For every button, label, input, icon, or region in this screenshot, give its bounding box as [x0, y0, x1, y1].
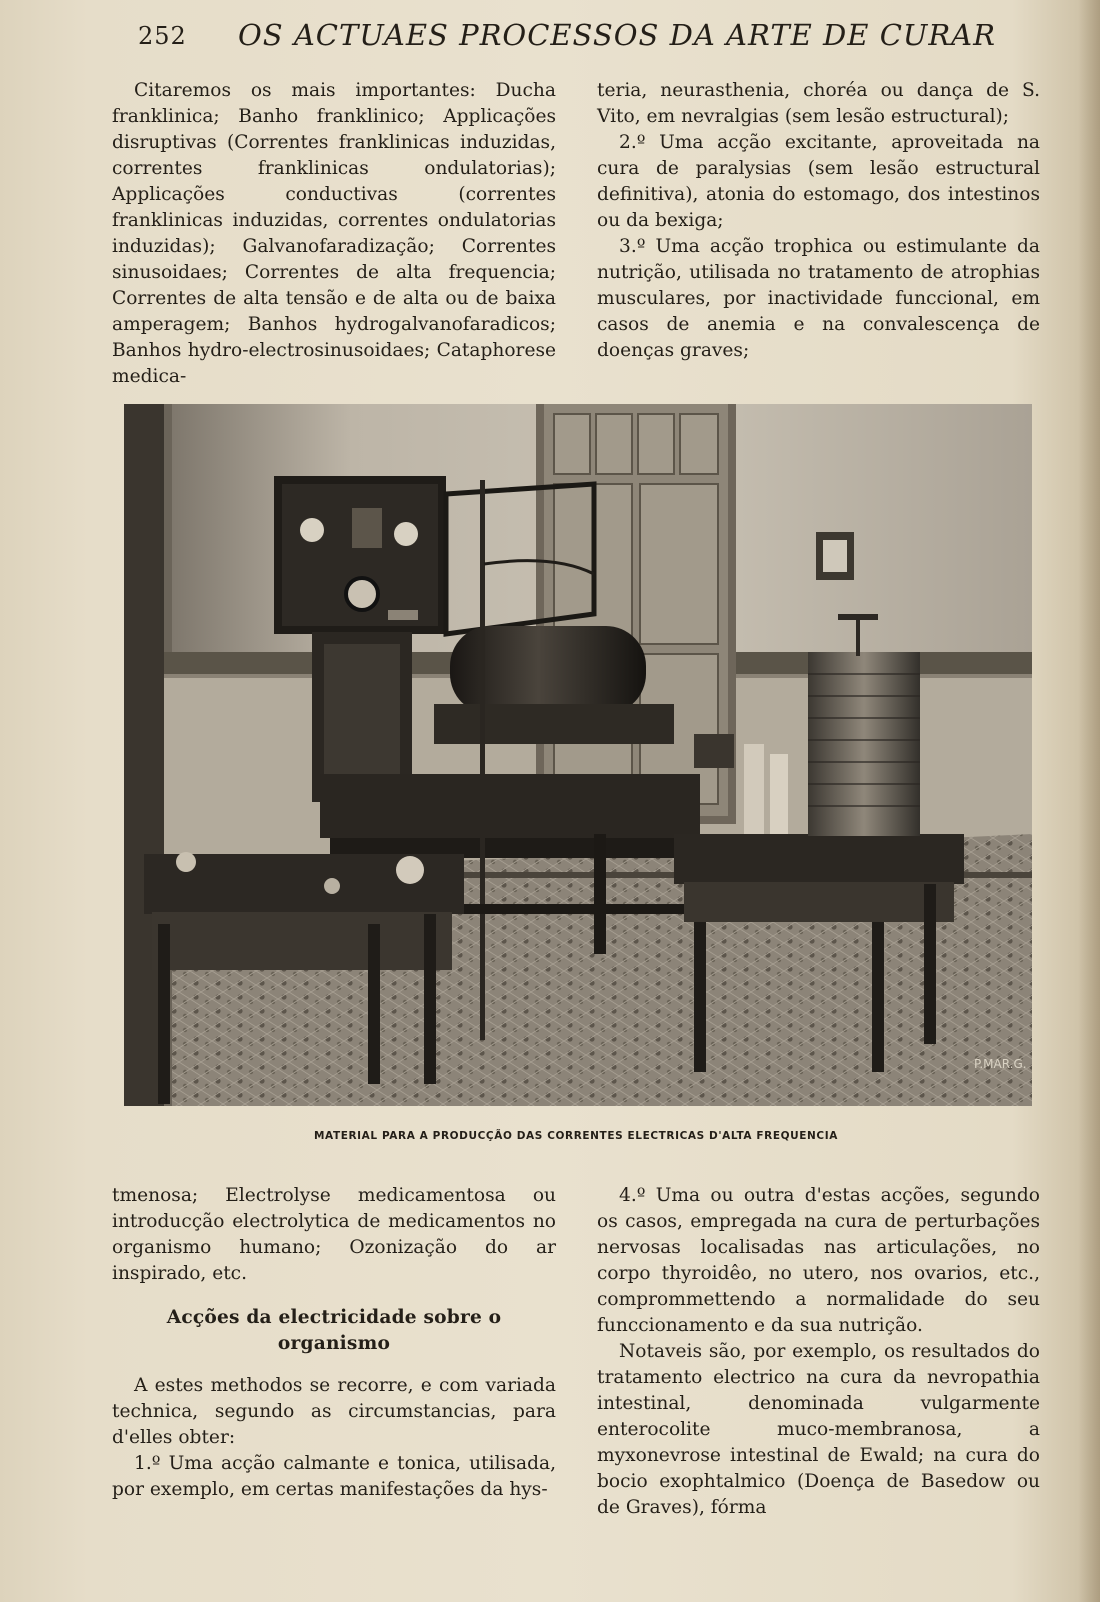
paragraph: 4.º Uma ou outra d'estas acções, segundo os casos, empregada na cura de perturbações nervosas localisadas nas articulações, no corpo thyroidêo, no utero, nos ovarios, etc., comprommettendo a normalidade do seu funccionamento e da sua nutrição.	[597, 1185, 1040, 1336]
running-title: OS ACTUAES PROCESSOS DA ARTE DE CURAR	[238, 18, 996, 52]
column-bottom-left	[112, 1183, 556, 1503]
paragraph: tmenosa; Electrolyse medicamentosa ou introducção electrolytica de medicamentos no organismo humano; Ozonização do ar inspirado, etc.	[112, 1185, 556, 1284]
paragraph: Notaveis são, por exemplo, os resultados do tratamento electrico na cura da nevropathia intestinal, denominada vulgarmente enterocolite muco-membranosa, a myxonevrose intestinal de Ewald; na cura do bocio exophtalmico (Doença de Basedow ou de Graves), fórma	[597, 1341, 1040, 1518]
paragraph: Citaremos os mais importantes: Ducha franklinica; Banho franklinico; Applicações disruptivas (Correntes franklinicas induzidas, correntes franklinicas ondulatorias); Applicações conductivas (correntes franklinicas induzidas, correntes ondulatorias induzidas); Galvanofaradização; Correntes sinusoidaes; Correntes de alta frequencia; Correntes de alta tensão e de alta ou de baixa amperagem; Banhos hydrogalvanofaradicos; Banhos hydro-electrosinusoidaes; Cataphorese medica-	[112, 80, 556, 387]
column-top-right	[597, 78, 1040, 364]
page-edge-shadow	[1078, 0, 1100, 1602]
paragraph: teria, neurasthenia, choréa ou dança de S. Vito, em nevralgias (sem lesão estructural);	[597, 80, 1040, 127]
section-heading: Acções da electricidade sobre o organismo	[166, 1307, 502, 1354]
paragraph: A estes methodos se recorre, e com variada technica, segundo as circumstancias, para d'elles obter:	[112, 1375, 556, 1448]
figure-caption: MATERIAL PARA A PRODUCÇÃO DAS CORRENTES ELECTRICAS D'ALTA FREQUENCIA	[314, 1130, 838, 1142]
column-bottom-right	[597, 1183, 1040, 1521]
halftone-photograph	[124, 404, 1032, 1106]
paragraph: 2.º Uma acção excitante, aproveitada na cura de paralysias (sem lesão estructural definitiva), atonia do estomago, dos intestinos ou da bexiga;	[597, 132, 1040, 231]
column-top-left	[112, 78, 556, 390]
paragraph: 1.º Uma acção calmante e tonica, utilisada, por exemplo, em certas manifestações da hys-	[112, 1453, 556, 1500]
photo-signature: P.MAR.G.	[974, 1057, 1027, 1071]
paragraph: 3.º Uma acção trophica ou estimulante da nutrição, utilisada no tratamento de atrophias musculares, por inactividade funccional, em casos de anemia e na convalescença de doenças graves;	[597, 236, 1040, 361]
page-header	[138, 18, 996, 58]
photo-illustration	[124, 404, 1032, 1106]
page-number: 252	[138, 22, 187, 50]
